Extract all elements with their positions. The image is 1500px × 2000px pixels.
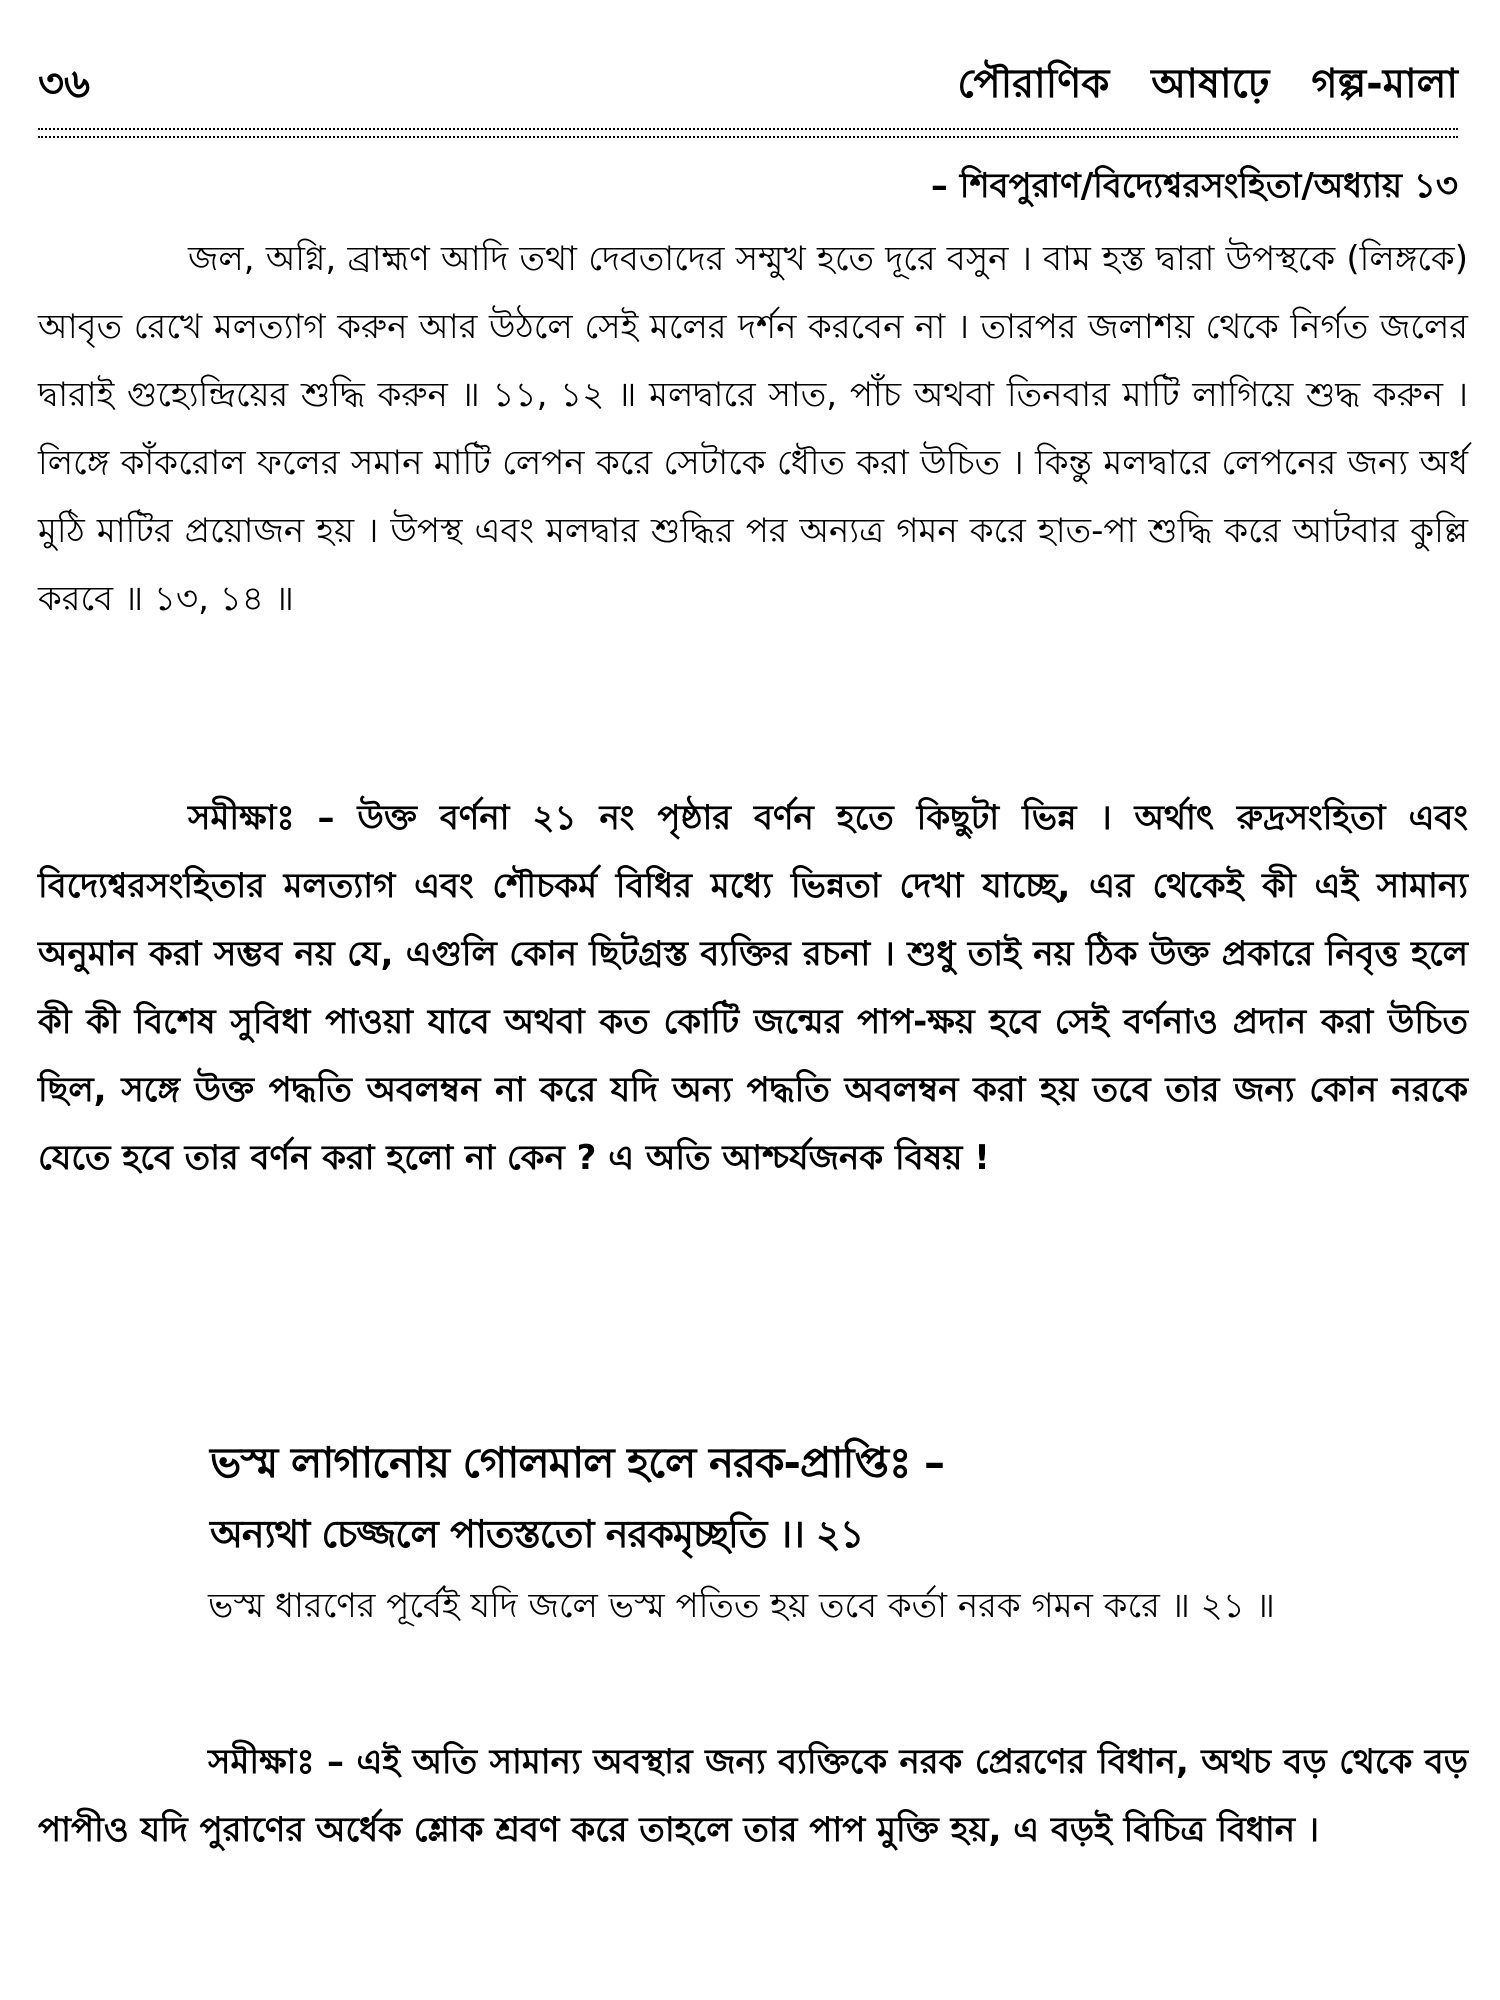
paragraph-2-text: ভস্ম ধারণের পূর্বেই যদি জলে ভস্ম পতিত হয় তবে কর্তা নরক গমন করে ॥ ২১ ॥	[208, 1586, 1275, 1626]
page-header	[38, 52, 1458, 122]
review-1-text: – উক্ত বর্ণনা ২১ নং পৃষ্ঠার বর্ণন হতে কিছুটা ভিন্ন । অর্থাৎ রুদ্রসংহিতা এবং বিদ্যেশ্বরসংহিতার মলত্যাগ এবং শৌচকর্ম বিধির মধ্যে ভিন্নতা দেখা যাচ্ছে, এর থেকেই কী এই সামান্য অনুমান করা সম্ভব নয় যে, এগুলি কোন ছিটগ্রস্ত ব্যক্তির রচনা । শুধু তাই নয় ঠিক উক্ত প্রকারে নিবৃত্ত হলে কী কী বিশেষ সুবিধা পাওয়া যাবে অথবা কত কোটি জন্মের পাপ-ক্ষয় হবে সেই বর্ণনাও প্রদান করা উচিত ছিল, সঙ্গে উক্ত পদ্ধতি অবলম্বন না করে যদি অন্য পদ্ধতি অবলম্বন করা হয় তবে তার জন্য কোন নরকে যেতে হবে তার বর্ণন করা হলো না কেন ? এ অতি আশ্চর্যজনক বিষয় !	[38, 798, 1468, 1178]
paragraph-translation-2	[38, 1572, 1468, 1640]
review-label: সমীক্ষাঃ	[208, 1742, 315, 1782]
source-citation: – শিবপুরাণ/বিদ্যেশ্বরসংহিতা/অধ্যায় ১৩	[930, 166, 1458, 206]
review-2-text: – এই অতি সামান্য অবস্থার জন্য ব্যক্তিকে নরক প্রেরণের বিধান, অথচ বড় থেকে বড় পাপীও যদি পুরাণের অর্ধেক শ্লোক শ্রবণ করে তাহলে তার পাপ মুক্তি হয়, এ বড়ই বিচিত্র বিধান ।	[38, 1742, 1468, 1850]
sanskrit-verse: অন্যথা চেজ্জলে পাতস্ততো নরকমৃচ্ছতি ।। ২১	[210, 1512, 864, 1556]
review-paragraph-1	[38, 784, 1468, 1192]
page-number: ৩৬	[38, 61, 91, 107]
review-label: সমীক্ষাঃ	[188, 798, 295, 838]
section-heading: ভস্ম লাগানোয় গোলমাল হলে নরক-প্রাপ্তিঃ –	[210, 1438, 945, 1487]
header-divider	[38, 128, 1458, 138]
review-paragraph-2	[38, 1728, 1468, 1864]
paragraph-translation-1	[38, 225, 1468, 633]
paragraph-1-text: জল, অগ্নি, ব্রাহ্মণ আদি তথা দেবতাদের সম্মুখ হতে দূরে বসুন । বাম হস্ত দ্বারা উপস্থকে (লিঙ্গকে) আবৃত রেখে মলত্যাগ করুন আর উঠলে সেই মলের দর্শন করবেন না । তারপর জলাশয় থেকে নির্গত জলের দ্বারাই গুহ্যেন্দ্রিয়ের শুদ্ধি করুন ॥ ১১, ১২ ॥ মলদ্বারে সাত, পাঁচ অথবা তিনবার মাটি লাগিয়ে শুদ্ধ করুন । লিঙ্গে কাঁকরোল ফলের সমান মাটি লেপন করে সেটাকে ধৌত করা উচিত । কিন্তু মলদ্বারে লেপনের জন্য অর্ধ মুঠি মাটির প্রয়োজন হয় । উপস্থ এবং মলদ্বার শুদ্ধির পর অন্যত্র গমন করে হাত-পা শুদ্ধি করে আটবার কুল্লি করবে ॥ ১৩, ১৪ ॥	[38, 239, 1468, 619]
running-title: পৌরাণিক আষাঢ়ে গল্প-মালা	[957, 61, 1458, 107]
